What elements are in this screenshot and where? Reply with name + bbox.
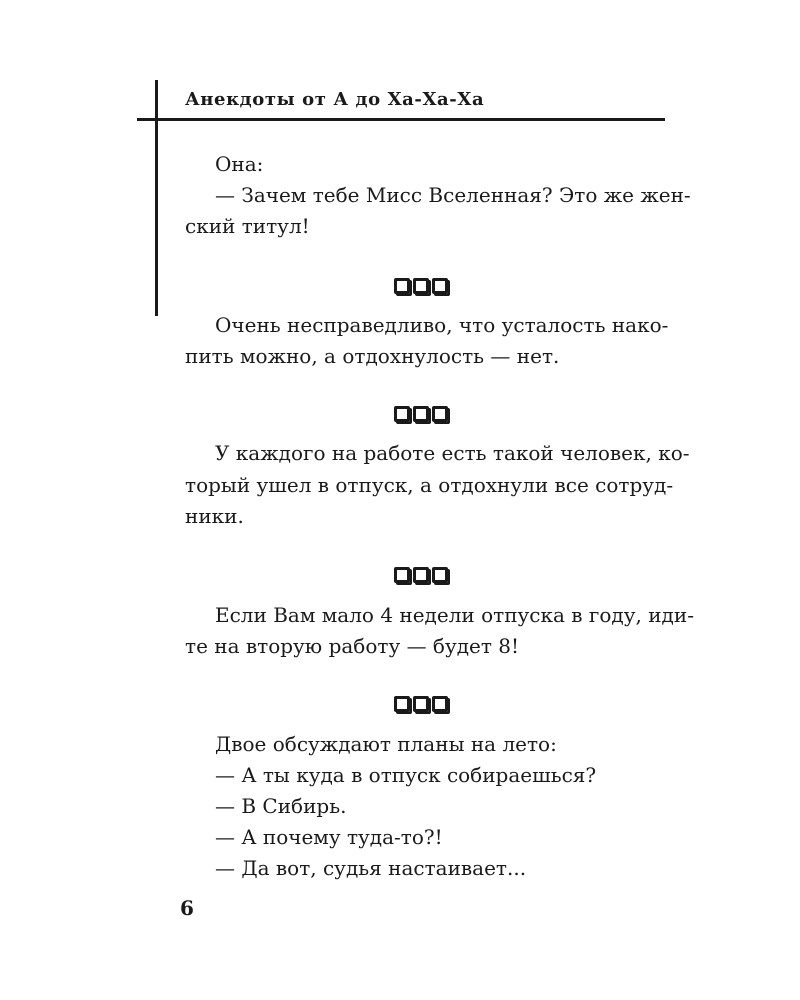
square-ornament-icon [432,696,448,712]
square-ornament-icon [394,567,410,583]
page-number: 6 [180,896,194,920]
running-head: Анекдоты от А до Ха-Ха-Ха [185,89,485,110]
square-ornament-icon [413,696,429,712]
header-horizontal-rule [137,118,665,121]
square-ornament-icon [394,696,410,712]
joke-4-line-1: Если Вам мало 4 недели отпуска в году, иди- [215,603,694,627]
separator-3 [394,567,448,583]
joke-5-line-1: Двое обсуждают планы на лето: [215,732,557,756]
joke-5-line-3: — В Сибирь. [215,794,347,818]
joke-5-line-5: — Да вот, судья настаивает... [215,856,527,880]
separator-2 [394,406,448,422]
separator-4 [394,696,448,712]
square-ornament-icon [394,278,410,294]
joke-5-line-4: — А почему туда-то?! [215,825,443,849]
joke-4-line-2: те на вторую работу — будет 8! [185,634,520,658]
joke-1-line-3: ский титул! [185,214,310,238]
square-ornament-icon [394,406,410,422]
square-ornament-icon [413,278,429,294]
joke-3-line-1: У каждого на работе есть такой человек, ко- [215,441,690,465]
square-ornament-icon [413,406,429,422]
joke-1-line-1: Она: [215,152,264,176]
square-ornament-icon [432,278,448,294]
joke-3-line-2: торый ушел в отпуск, а отдохнули все сотруд- [185,473,674,497]
joke-1-line-2: — Зачем тебе Мисс Вселенная? Это же жен- [215,183,691,207]
joke-2-line-2: пить можно, а отдохнулость — нет. [185,344,560,368]
joke-2-line-1: Очень несправедливо, что усталость нако- [215,313,669,337]
margin-vertical-rule [155,80,158,316]
joke-5-line-2: — А ты куда в отпуск собираешься? [215,763,597,787]
square-ornament-icon [432,406,448,422]
square-ornament-icon [432,567,448,583]
separator-1 [394,278,448,294]
square-ornament-icon [413,567,429,583]
joke-3-line-3: ники. [185,504,244,528]
